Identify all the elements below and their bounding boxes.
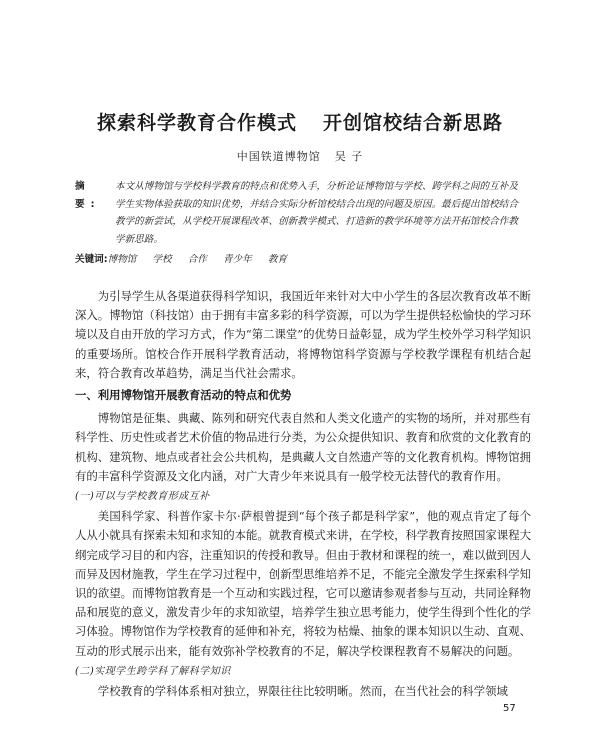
abstract-label: 摘 要: xyxy=(75,181,101,210)
keywords-label: 关键词: xyxy=(75,254,108,265)
title-part-1: 探索科学教育合作模式 xyxy=(96,112,297,134)
section-1-paragraph: 博物馆是征集、典藏、陈列和研究代表自然和人类文化遗产的实物的场所，并对那些有科学性、历史性或者艺术价值的物品进行分类，为公众提供知识、教育和欣赏的文化教育的机构、建筑物、地点或者社会公共机构，是典藏人文自然遗产等的文化教育机构。博物馆拥有的丰富科学资源及文化内涵，对广大青少年来说具有一般学校无法替代的教育作用。 xyxy=(75,411,531,483)
keyword: 青少年 xyxy=(222,254,252,265)
author-affiliation: 中国铁道博物馆 xyxy=(236,150,321,163)
page-number: 57 xyxy=(503,703,516,714)
keyword: 学校 xyxy=(152,254,172,265)
abstract-text: 本文从博物馆与学校科学教育的特点和优势入手，分析论证博物馆与学校、跨学科之间的互补及学生实物体验获取的知识优势，并结合实际分析馆校结合出现的问题及原因。最后提出馆校结合教学的新尝试，从学校开展课程改革、创新教学模式、打造新的教学环境等方法开拓馆校合作教学新思路。 xyxy=(115,181,518,245)
article-title xyxy=(0,108,600,135)
subsection-2-paragraph: 学校教育的学科体系相对独立，界限往往比较明晰。然而，在当代社会的科学领域 xyxy=(97,684,508,699)
abstract-block xyxy=(75,178,520,248)
author-line xyxy=(0,148,600,164)
author-name: 吴 子 xyxy=(334,150,364,163)
keywords-block xyxy=(75,251,520,265)
section-1-heading: 一、利用博物馆开展教育活动的特点和优势 xyxy=(75,388,292,403)
subsection-2-heading: (二)实现学生跨学科了解科学知识 xyxy=(75,665,231,677)
keyword: 合作 xyxy=(187,254,207,265)
keyword: 教育 xyxy=(267,254,287,265)
subsection-1-heading: (一)可以与学校教育形成互补 xyxy=(75,491,210,503)
keywords-list xyxy=(108,251,300,265)
intro-paragraph: 为引导学生从各渠道获得科学知识，我国近年来针对大中小学生的各层次教育改革不断深入。博物馆（科技馆）由于拥有丰富多彩的科学资源，可以为学生提供轻松愉快的学习环境以及自由开放的学习方式，作为“第二课堂”的优势日益彰显，成为学生校外学习科学知识的重要场所。馆校合作开展科学教育活动，将博物馆科学资源与学校教学课程有机结合起来，符合教育改革趋势，满足当代社会需求。 xyxy=(75,289,531,380)
article-body xyxy=(75,287,531,701)
title-part-2: 开创馆校结合新思路 xyxy=(323,112,504,134)
subsection-1-paragraph: 美国科学家、科普作家卡尔·萨根曾提到“每个孩子都是科学家”，他的观点肯定了每个人从小就具有探索未知和求知的本能。就教育模式来讲，在学校，科学教育按照国家课程大纲完成学习目的和内容，注重知识的传授和教导。但由于教材和课程的统一，难以做到因人而异及因材施教，学生在学习过程中，创新型思维培养不足，不能完全激发学生探索科学知识的欲望。而博物馆教育是一个互动和实践过程，它可以邀请参观者参与互动，共同诠释物品和展览的意义，激发青少年的求知欲望，培养学生独立思考能力，使学生得到个性化的学习体验。博物馆作为学校教育的延伸和补充，将较为枯燥、抽象的课本知识以生动、直观、互动的形式展示出来，能有效弥补学校教育的不足，解决学校课程教育不易解决的问题。 xyxy=(75,509,531,658)
keyword: 博物馆 xyxy=(107,254,137,265)
